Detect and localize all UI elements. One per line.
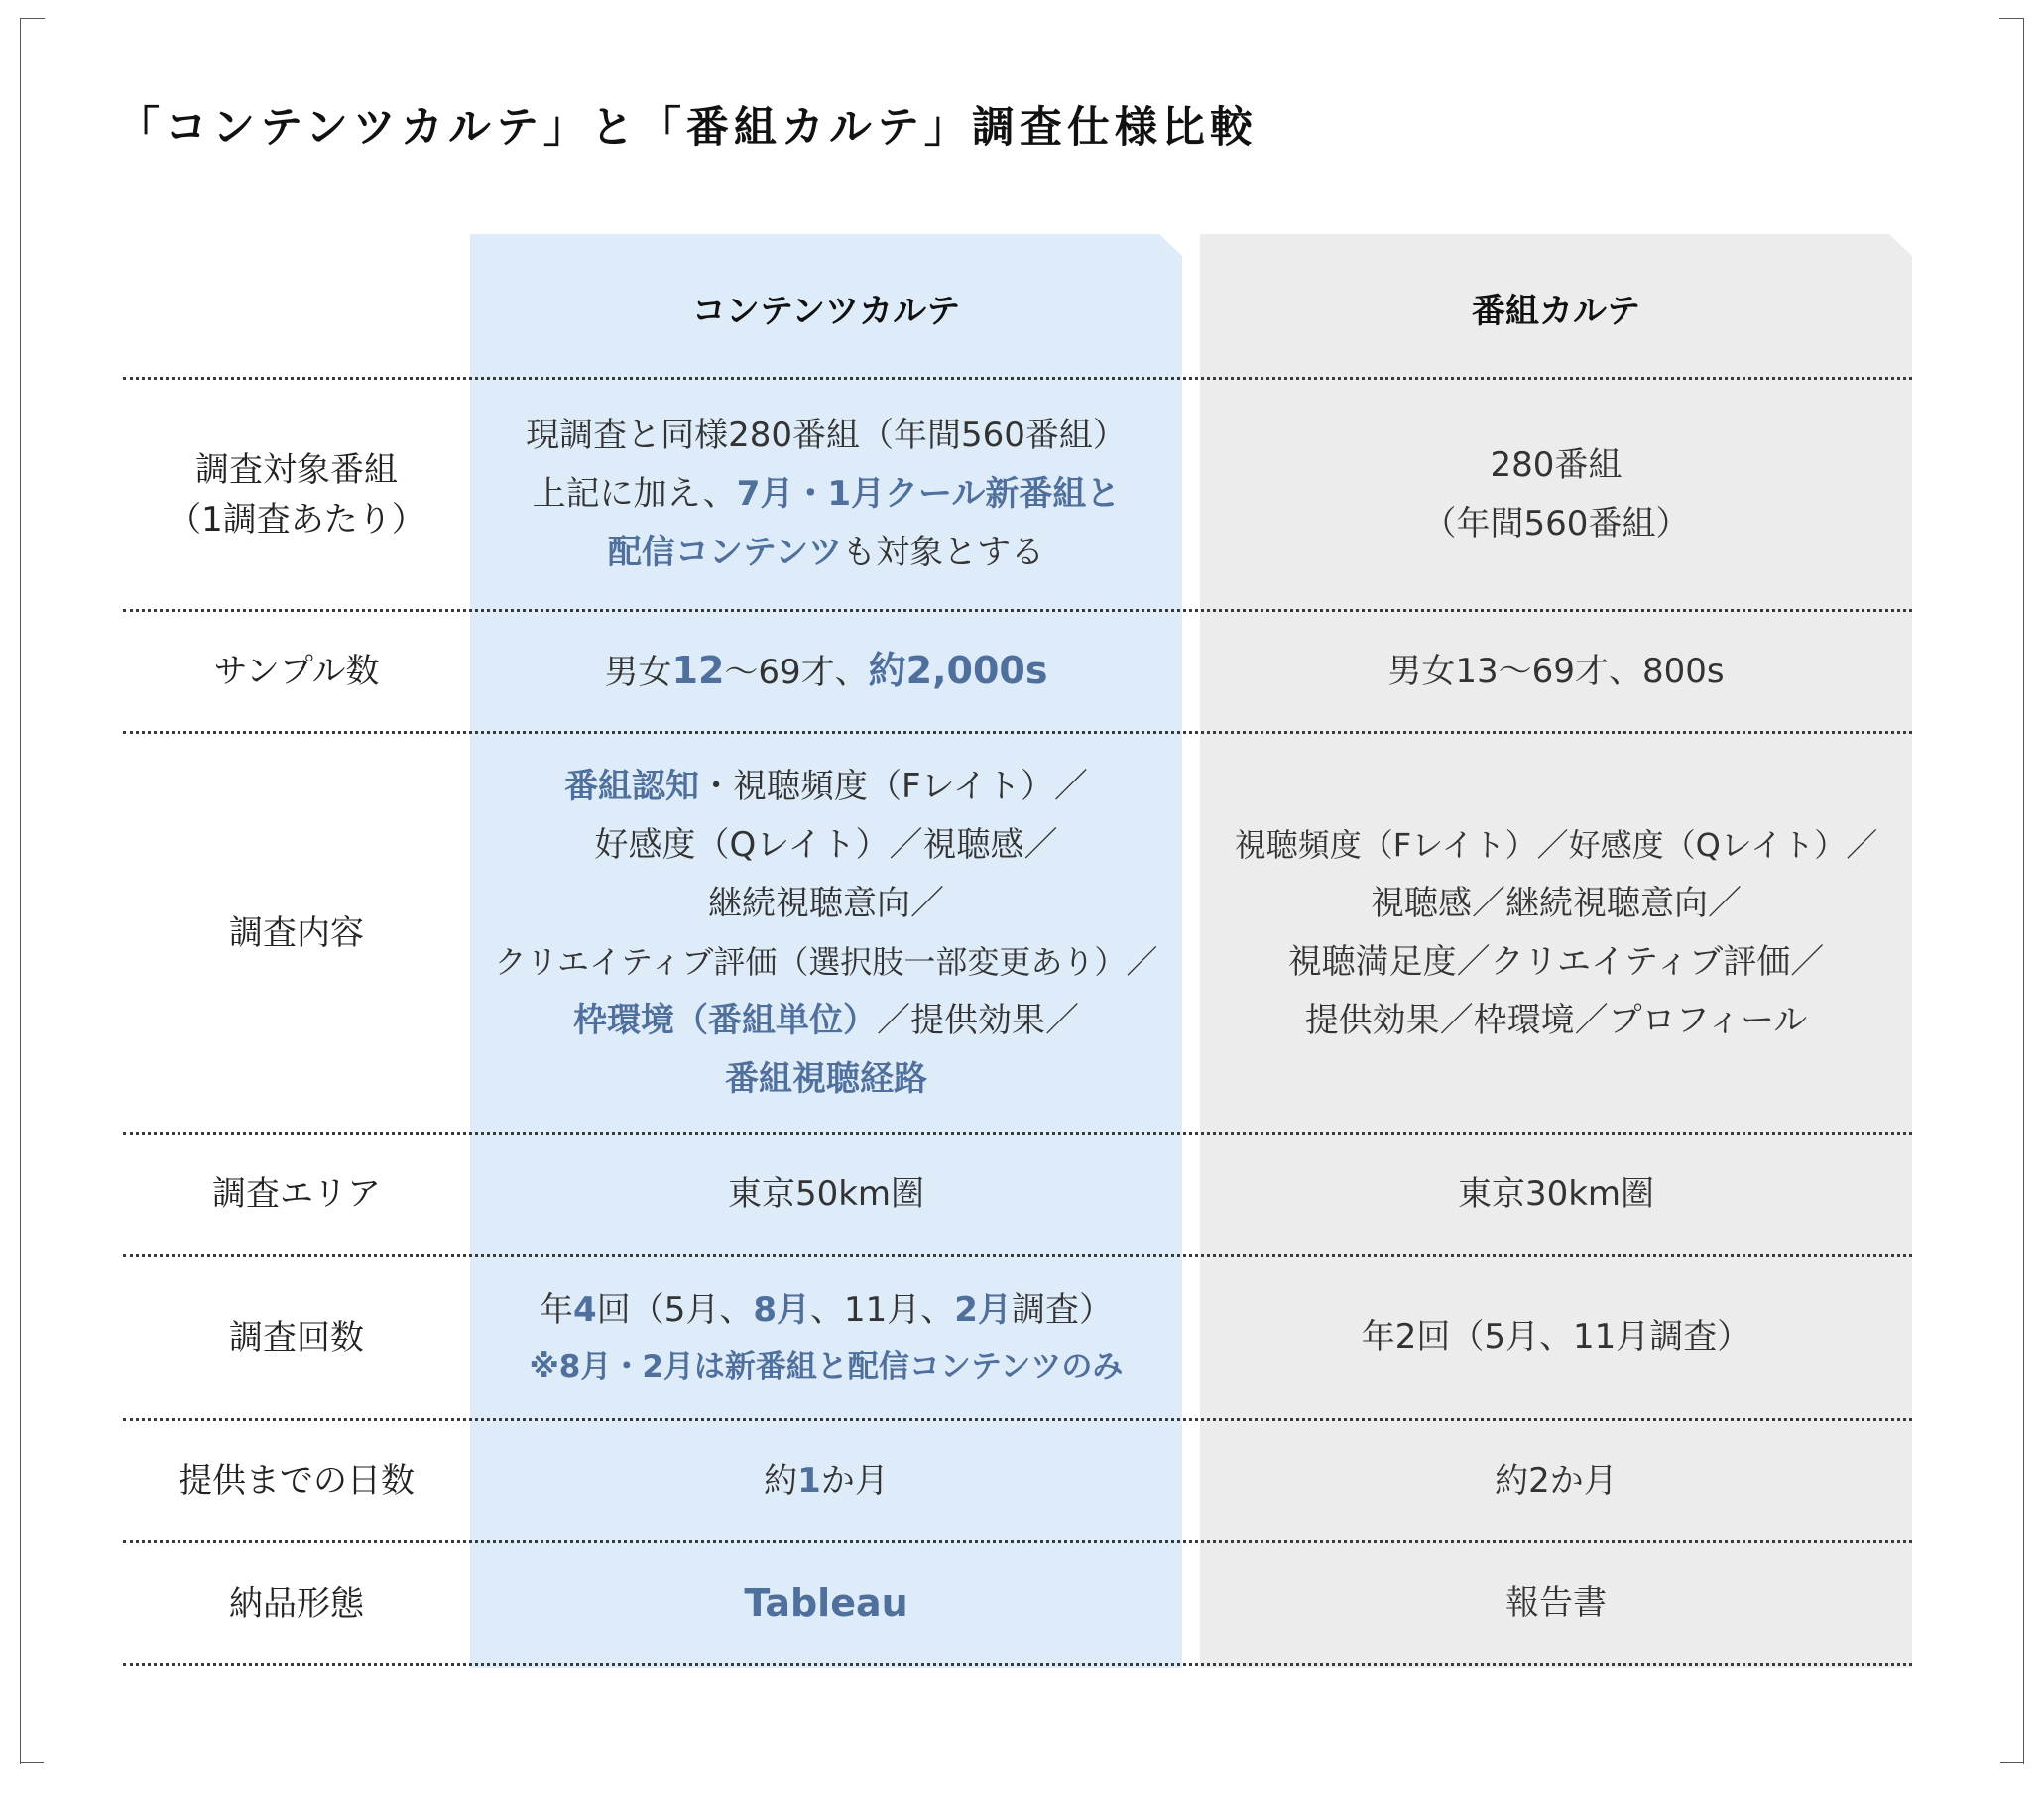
cell-line bbox=[540, 1281, 1113, 1340]
frame-corner-top-right bbox=[1999, 18, 2024, 1764]
cell-line: 年2回（5月、11月調査） bbox=[1361, 1317, 1751, 1357]
cell-text: 〜69才、 bbox=[724, 652, 869, 692]
page-title: 「コンテンツカルテ」と「番組カルテ」調査仕様比較 bbox=[117, 103, 1258, 153]
highlight-text: 2月 bbox=[954, 1290, 1012, 1330]
highlight-text: 8月 bbox=[753, 1290, 811, 1330]
cell-format-contents-karte bbox=[470, 1543, 1182, 1663]
highlight-text: 番組認知 bbox=[564, 766, 700, 806]
cell-line: 東京30km圏 bbox=[1457, 1173, 1655, 1214]
cell-content-contents-karte bbox=[470, 734, 1182, 1132]
row-label-line: （1調査あたり） bbox=[168, 499, 425, 540]
row-label-text: 調査エリア bbox=[212, 1174, 381, 1214]
cell-target-contents-karte bbox=[470, 380, 1182, 609]
row-label-target-programs bbox=[123, 380, 470, 609]
row-label-text: サンプル数 bbox=[213, 652, 380, 691]
highlight-text: 枠環境（番組単位） bbox=[573, 1000, 877, 1040]
row-label-text: 納品形態 bbox=[229, 1583, 364, 1623]
column-header-bangumi-karte bbox=[1200, 234, 1912, 381]
frame-corner-bottom-right bbox=[2000, 1762, 2024, 1763]
cell-sample-bangumi-karte bbox=[1200, 612, 1912, 731]
cell-line: 視聴満足度／クリエイティブ評価／ bbox=[1287, 941, 1825, 982]
cell-line bbox=[533, 465, 1121, 524]
cell-area-contents-karte bbox=[470, 1135, 1182, 1254]
cell-line: 提供効果／枠環境／プロフィール bbox=[1304, 1000, 1808, 1040]
cell-text: 、11月、 bbox=[810, 1290, 955, 1330]
column-header-label: コンテンツカルテ bbox=[691, 291, 961, 331]
cell-line: 視聴頻度（Fレイト）／好感度（Qレイト）／ bbox=[1234, 825, 1878, 864]
cell-line bbox=[764, 1452, 889, 1510]
column-header-label: 番組カルテ bbox=[1472, 291, 1640, 331]
cell-sample-contents-karte bbox=[470, 612, 1182, 731]
highlight-text: Tableau bbox=[744, 1581, 908, 1624]
row-label-text: 調査回数 bbox=[229, 1317, 364, 1358]
frame-corner-bottom-left bbox=[20, 1762, 44, 1763]
column-header-contents-karte bbox=[470, 234, 1182, 381]
cell-line: 東京50km圏 bbox=[727, 1173, 925, 1214]
cell-text: 上記に加え、 bbox=[532, 474, 737, 514]
cell-text: 約 bbox=[764, 1460, 798, 1501]
cell-line: 約2か月 bbox=[1495, 1460, 1618, 1501]
cell-text: ・視聴頻度（Fレイト）／ bbox=[699, 766, 1088, 806]
row-label-line: 調査対象番組 bbox=[195, 449, 398, 490]
row-label-survey-frequency bbox=[123, 1257, 470, 1418]
cell-line: クリエイティブ評価（選択肢一部変更あり）／ bbox=[494, 942, 1158, 981]
cell-text: も対象とする bbox=[842, 533, 1045, 572]
row-label-delivery-format bbox=[123, 1543, 470, 1663]
cell-text: ／提供効果／ bbox=[877, 1000, 1079, 1040]
cell-area-bangumi-karte bbox=[1200, 1135, 1912, 1254]
highlight-text: 配信コンテンツ bbox=[607, 533, 843, 572]
cell-delivery-days-contents-karte bbox=[470, 1421, 1182, 1540]
cell-line bbox=[608, 524, 1044, 582]
row-label-survey-area bbox=[123, 1135, 470, 1254]
frame-corner-top-left bbox=[20, 18, 45, 1764]
cell-frequency-contents-karte bbox=[470, 1257, 1182, 1418]
cell-text: 調査） bbox=[1011, 1290, 1113, 1330]
row-label-sample-size bbox=[123, 612, 470, 731]
cell-line: 男女13〜69才、800s bbox=[1387, 651, 1725, 691]
cell-content-bangumi-karte bbox=[1200, 734, 1912, 1132]
cell-text: 男女 bbox=[604, 652, 672, 692]
cell-line: 継続視聴意向／ bbox=[708, 883, 944, 923]
cell-line bbox=[564, 758, 1088, 816]
cell-format-bangumi-karte bbox=[1200, 1543, 1912, 1663]
cell-line: 現調査と同様280番組（年間560番組） bbox=[526, 416, 1127, 455]
cell-line: 280番組 bbox=[1490, 444, 1623, 485]
cell-line bbox=[605, 642, 1048, 702]
cell-delivery-days-bangumi-karte bbox=[1200, 1421, 1912, 1540]
row-label-text: 調査内容 bbox=[229, 912, 364, 953]
highlight-note: ※8月・2月は新番組と配信コンテンツのみ bbox=[529, 1349, 1124, 1384]
row-label-days-to-delivery bbox=[123, 1421, 470, 1540]
cell-text: 年 bbox=[540, 1290, 574, 1330]
cell-frequency-bangumi-karte bbox=[1200, 1257, 1912, 1418]
highlight-text: 4 bbox=[573, 1290, 597, 1330]
cell-line: 好感度（Qレイト）／視聴感／ bbox=[594, 824, 1058, 865]
cell-text: 回（5月、 bbox=[596, 1290, 754, 1330]
highlight-text: 12 bbox=[671, 648, 725, 692]
cell-line: 報告書 bbox=[1505, 1583, 1607, 1622]
cell-line: 視聴感／継続視聴意向／ bbox=[1371, 883, 1742, 923]
highlight-text: 7月・1月クール新番組と bbox=[736, 474, 1121, 514]
highlight-text: 番組視聴経路 bbox=[725, 1058, 927, 1099]
cell-line: （年間560番組） bbox=[1422, 503, 1690, 543]
highlight-text: 約2,000s bbox=[868, 648, 1048, 692]
cell-target-bangumi-karte bbox=[1200, 380, 1912, 609]
row-label-text: 提供までの日数 bbox=[179, 1461, 415, 1501]
cell-text: か月 bbox=[820, 1460, 889, 1501]
row-separator bbox=[123, 1663, 1912, 1666]
row-label-survey-content bbox=[123, 734, 470, 1132]
highlight-text: 1 bbox=[797, 1460, 821, 1501]
cell-line bbox=[573, 992, 1079, 1050]
